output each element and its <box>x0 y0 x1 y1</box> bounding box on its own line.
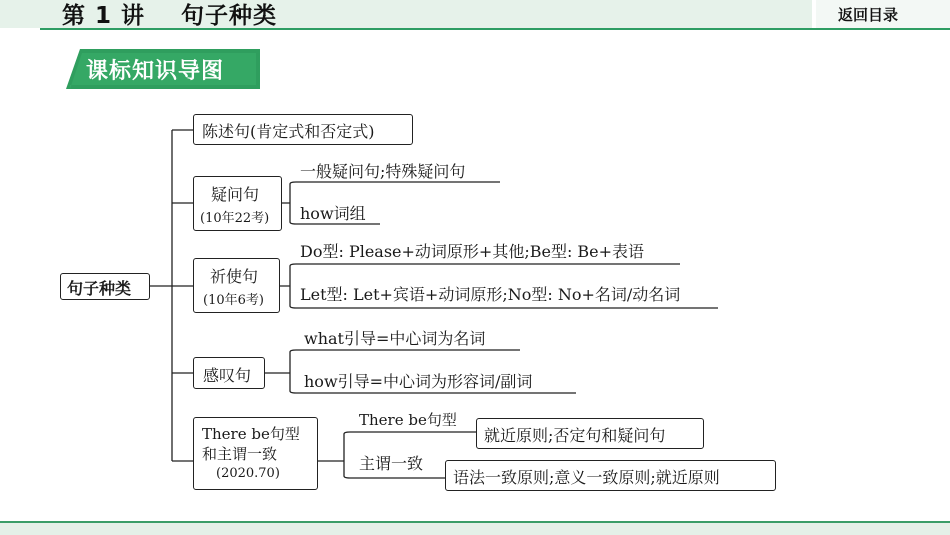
lecture-title: 第 1 讲 句子种类 <box>62 3 278 29</box>
exclamatory-label: 感叹句 <box>203 366 252 385</box>
agreement-detail: 语法一致原则;意义一致原则;就近原则 <box>453 468 720 487</box>
bottom-band <box>0 521 950 535</box>
there-be-branch-1: There be句型 <box>359 411 457 429</box>
imperative-note: (10年6考) <box>203 293 264 308</box>
there-be-label-line1: There be句型 <box>202 425 300 443</box>
there-be-label-line2: 和主谓一致 <box>202 445 278 463</box>
there-be-branch-1-detail: 就近原则;否定句和疑问句 <box>484 426 666 445</box>
interrogative-note: (10年22考) <box>200 211 270 226</box>
interrogative-item-2: how词组 <box>300 204 366 223</box>
interrogative-label: 疑问句 <box>211 185 260 204</box>
there-be-note: (2020.70) <box>216 466 280 481</box>
there-be-branch-1-detail-box <box>476 418 704 449</box>
imperative-item-2: Let型: Let+宾语+动词原形;No型: No+名词/动名词 <box>300 285 681 304</box>
imperative-item-1: Do型: Please+动词原形+其他;Be型: Be+表语 <box>300 242 645 261</box>
root-label: 句子种类 <box>67 279 132 298</box>
root-node <box>60 273 150 300</box>
interrogative-item-1: 一般疑问句;特殊疑问句 <box>300 162 466 181</box>
agreement-branch: 主谓一致 <box>359 454 424 473</box>
agreement-detail-box <box>445 460 776 491</box>
exclamatory-node <box>193 357 265 389</box>
interrogative-node <box>193 176 282 231</box>
there-be-node <box>193 417 318 490</box>
exclamatory-item-1: what引导=中心词为名词 <box>304 329 486 348</box>
imperative-node <box>193 258 280 313</box>
imperative-label: 祈使句 <box>210 267 259 286</box>
bottom-divider <box>0 521 950 523</box>
declarative-node <box>193 114 413 145</box>
declarative-label: 陈述句(肯定式和否定式) <box>202 122 375 141</box>
return-label: 返回目录 <box>838 6 899 24</box>
section-tag-label: 课标知识导图 <box>86 59 225 84</box>
exclamatory-item-2: how引导=中心词为形容词/副词 <box>304 372 533 391</box>
